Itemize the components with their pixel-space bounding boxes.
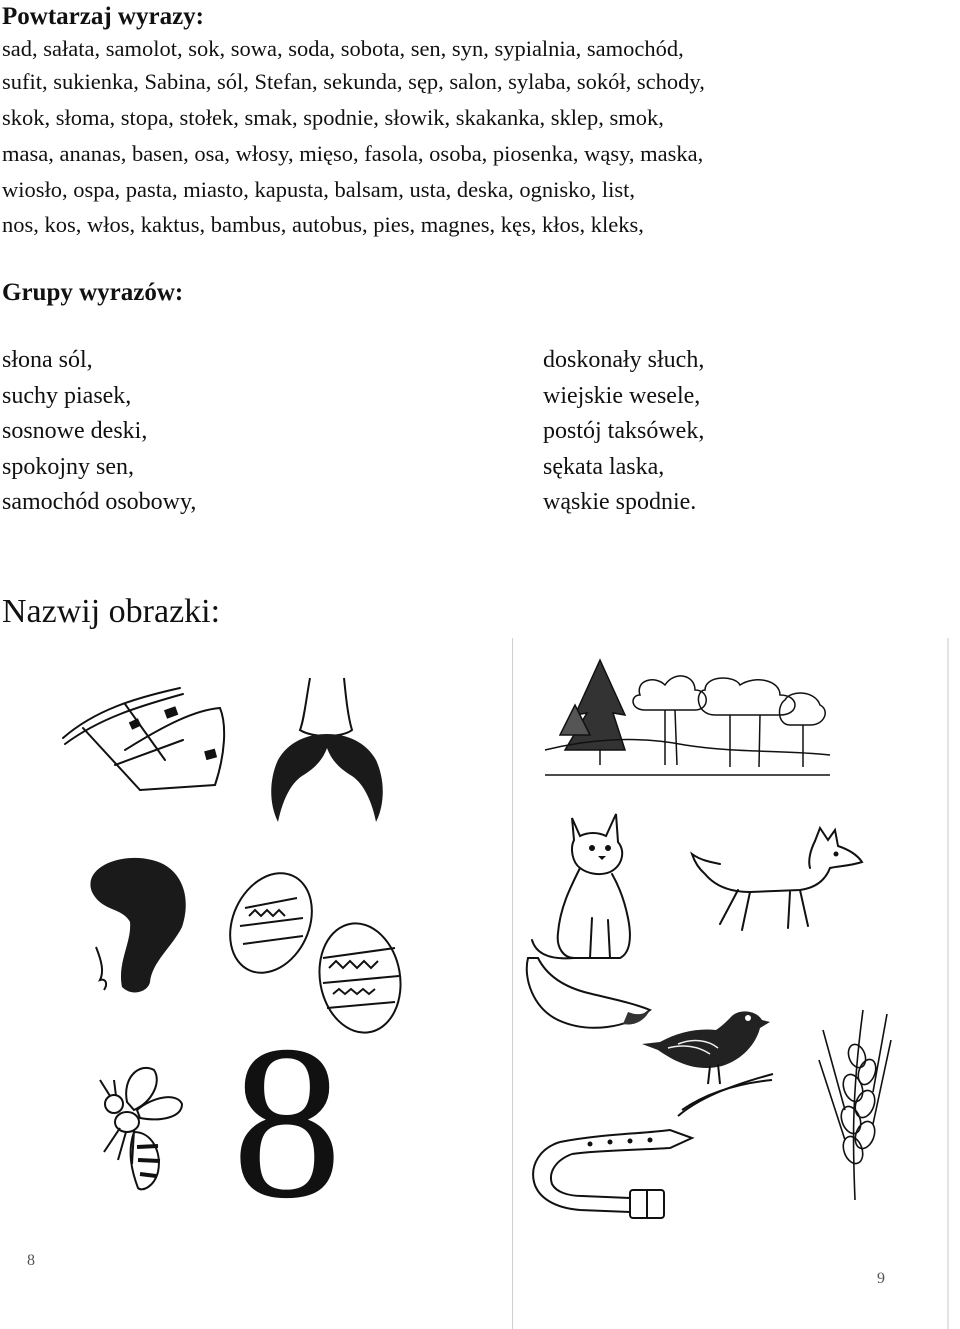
heading-nazwij-obrazki: Nazwij obrazki: (2, 593, 221, 630)
phrase-right-5: wąskie spodnie. (543, 489, 697, 515)
cat-picture (530, 808, 660, 968)
word-line-1: sad, sałata, samolot, sok, sowa, soda, sobota, sen, syn, sypialnia, samochód, (2, 36, 684, 61)
word-line-4: masa, ananas, basen, osa, włosy, mięso, fasola, osoba, piosenka, wąsy, maska, (2, 141, 704, 166)
word-line-3: skok, słoma, stopa, stołek, smak, spodnie, słowik, skakanka, sklep, smok, (2, 105, 664, 130)
forest-picture (545, 655, 835, 785)
moustache-picture (262, 672, 392, 832)
fox-tail-picture (518, 948, 658, 1038)
word-line-5: wiosło, ospa, pasta, miasto, kapusta, balsam, usta, deska, ognisko, list, (2, 177, 636, 202)
phrase-right-3: postój taksówek, (543, 418, 705, 444)
wheat-picture (815, 1000, 895, 1215)
phrase-left-1: słona sól, (2, 347, 93, 373)
page-number-left: 8 (27, 1252, 35, 1269)
big-digit-eight: 8 (232, 1000, 342, 1244)
heading-grupy-wyrazow: Grupy wyrazów: (2, 279, 184, 306)
belt-picture (520, 1120, 700, 1225)
heading-powtarzaj-wyrazy: Powtarzaj wyrazy: (2, 3, 204, 30)
phrase-right-1: doskonały słuch, (543, 347, 705, 373)
phrase-left-5: samochód osobowy, (2, 489, 197, 515)
bee-picture (82, 1062, 192, 1202)
phrase-left-3: sosnowe deski, (2, 418, 148, 444)
phrase-left-4: spokojny sen, (2, 454, 134, 480)
scythes-picture (55, 680, 230, 800)
word-line-6: nos, kos, włos, kaktus, bambus, autobus, pies, magnes, kęs, kłos, kleks, (2, 212, 644, 237)
bird-picture (638, 1004, 778, 1119)
phrase-right-4: sękata laska, (543, 454, 665, 480)
hair-picture (72, 852, 197, 997)
word-line-2: sufit, sukienka, Sabina, sól, Stefan, sekunda, sęp, salon, sylaba, sokół, schody, (2, 69, 705, 94)
page-number-right: 9 (877, 1270, 885, 1287)
fox-picture (690, 826, 865, 936)
phrase-right-2: wiejskie wesele, (543, 383, 701, 409)
phrase-left-2: suchy piasek, (2, 383, 132, 409)
